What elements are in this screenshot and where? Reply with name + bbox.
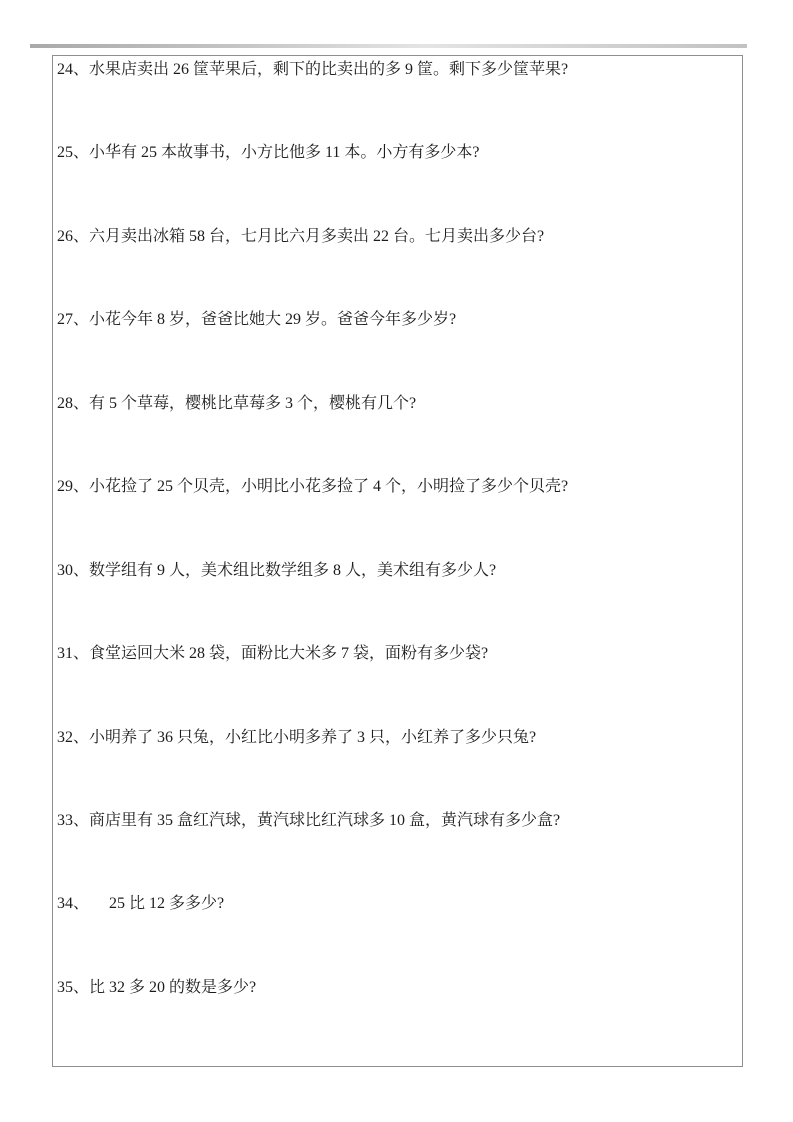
problem-number: 24、 [57, 61, 90, 78]
problem-row-25 [57, 143, 734, 226]
problem-row-27 [57, 310, 734, 393]
problem-row-33 [57, 811, 734, 894]
problem-text: 小花捡了 25 个贝壳，小明比小花多捡了 4 个，小明捡了多少个贝壳? [89, 478, 569, 496]
problem-row-28 [57, 394, 734, 477]
problem-number: 28、 [57, 394, 90, 412]
problem-number: 33、 [57, 811, 90, 829]
problem-row-24 [57, 60, 734, 143]
problem-text: 有 5 个草莓，樱桃比草莓多 3 个，樱桃有几个? [89, 394, 417, 412]
problem-number: 31、 [57, 645, 90, 663]
problem-number: 32、 [57, 728, 90, 746]
problem-text: 水果店卖出 26 筐苹果后，剩下的比卖出的多 9 筐。剩下多少筐苹果? [89, 61, 569, 78]
problem-row-31 [57, 644, 734, 727]
problem-number: 34、 [57, 895, 90, 913]
worksheet-box [52, 55, 743, 1067]
problem-text: 小华有 25 本故事书，小方比他多 11 本。小方有多少本? [89, 144, 480, 162]
problem-row-29 [57, 477, 734, 560]
problem-number: 27、 [57, 311, 90, 329]
problem-number: 25、 [57, 144, 90, 162]
problem-number: 30、 [57, 561, 90, 579]
problem-text: 比 32 多 20 的数是多少? [89, 978, 257, 996]
problem-row-34 [57, 894, 734, 977]
problem-row-32 [57, 728, 734, 811]
problem-text: 食堂运回大米 28 袋，面粉比大米多 7 袋，面粉有多少袋? [89, 645, 489, 663]
problem-row-30 [57, 561, 734, 644]
problem-row-35 [57, 978, 734, 1061]
problem-number: 35、 [57, 978, 90, 996]
problem-number: 29、 [57, 478, 90, 496]
problem-number: 26、 [57, 227, 90, 245]
problem-row-26 [57, 227, 734, 310]
problem-text: 商店里有 35 盒红汽球，黄汽球比红汽球多 10 盒，黄汽球有多少盒? [89, 811, 561, 829]
page-divider [30, 44, 747, 48]
problem-text: 小花今年 8 岁，爸爸比她大 29 岁。爸爸今年多少岁? [89, 311, 457, 329]
problem-text: 小明养了 36 只兔，小红比小明多养了 3 只，小红养了多少只兔? [89, 728, 537, 746]
problem-text: 六月卖出冰箱 58 台，七月比六月多卖出 22 台。七月卖出多少台? [89, 227, 545, 245]
problem-text: 25 比 12 多多少? [89, 895, 225, 913]
problem-text: 数学组有 9 人，美术组比数学组多 8 人，美术组有多少人? [89, 561, 497, 579]
